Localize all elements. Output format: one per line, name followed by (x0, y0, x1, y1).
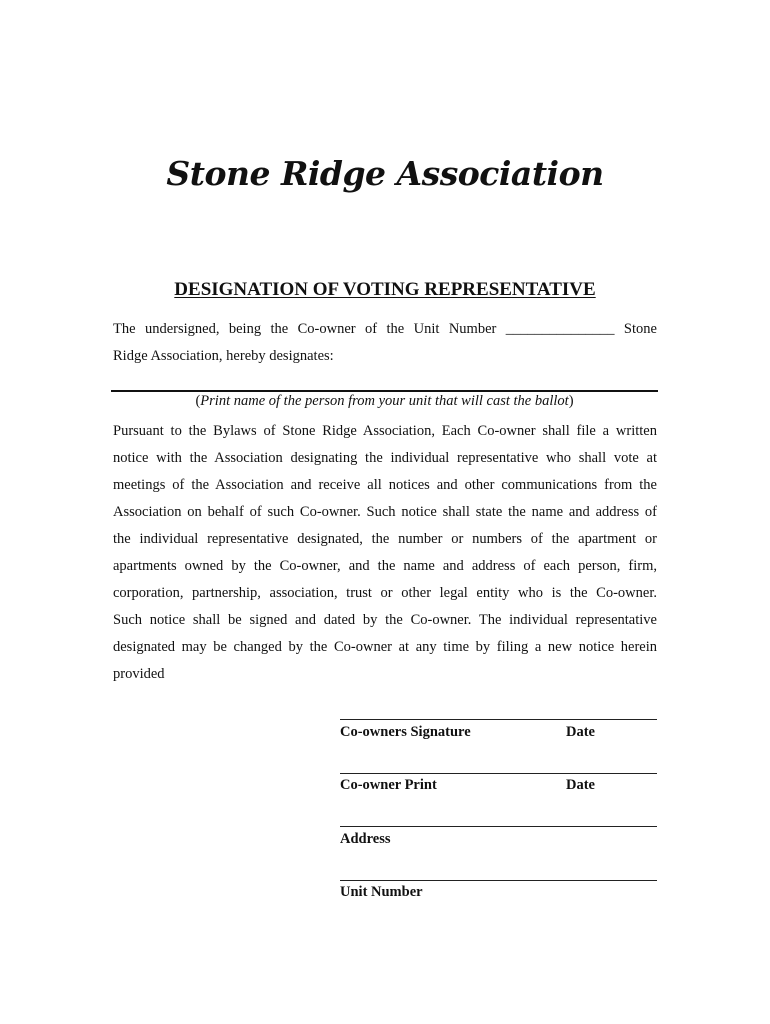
intro-word: undersigned, (144, 321, 220, 337)
intro-word: Number (448, 321, 497, 337)
paragraph-line: notice with the Association designating the individual representative who shall vote at (113, 450, 657, 466)
intro-word: Unit (413, 321, 440, 337)
association-title: Stone Ridge Association (166, 154, 604, 193)
intro-line-1 (113, 316, 657, 343)
paragraph-line: Association on behalf of such Co-owner. Such notice shall state the name and address of (113, 504, 657, 520)
intro-word: the (270, 321, 289, 337)
form-heading: DESIGNATION OF VOTING REPRESENTATIVE (174, 279, 596, 300)
paragraph-line: designated may be changed by the Co-owner at any time by filing a new notice herein (113, 639, 657, 655)
intro-word: The (113, 321, 136, 337)
intro-word: Co-owner (297, 321, 356, 337)
bylaws-paragraph (113, 418, 657, 688)
caption-text: Print name of the person from your unit that will cast the ballot (200, 393, 569, 409)
unit-number-label: Unit Number (340, 884, 423, 900)
address-label: Address (340, 831, 391, 847)
paragraph-line: Pursuant to the Bylaws of Stone Ridge Association, Each Co-owner shall file a written (113, 423, 657, 439)
intro-word: being (228, 321, 262, 337)
intro-paragraph (113, 316, 657, 370)
intro-word: of (365, 321, 378, 337)
signature-label: Co-owners Signature (340, 724, 471, 740)
print-date-label: Date (566, 777, 595, 793)
paragraph-line: provided (113, 666, 165, 682)
representative-caption (111, 393, 658, 410)
caption-open-paren: ( (195, 393, 201, 409)
address-line[interactable] (340, 826, 657, 827)
signature-date-label: Date (566, 724, 595, 740)
print-name-line[interactable] (340, 773, 657, 774)
unit-number-line[interactable] (340, 880, 657, 881)
paragraph-line: the individual representative designated, the number or numbers of the apartment or (113, 531, 657, 547)
paragraph-line: meetings of the Association and receive all notices and other communications from the (113, 477, 657, 493)
signature-line[interactable] (340, 719, 657, 720)
paragraph-line: apartments owned by the Co-owner, and the name and address of each person, firm, (113, 558, 657, 574)
print-name-label: Co-owner Print (340, 777, 437, 793)
representative-name-line[interactable] (111, 390, 658, 392)
caption-close-paren: ) (568, 393, 574, 409)
unit-number-blank[interactable]: _______________ (505, 321, 615, 337)
intro-line-2: Ridge Association, hereby designates: (113, 348, 334, 364)
intro-word: Stone (623, 321, 657, 337)
intro-word: the (386, 321, 405, 337)
paragraph-line: corporation, partnership, association, trust or other legal entity who is the Co-owner. (113, 585, 657, 601)
paragraph-line: Such notice shall be signed and dated by the Co-owner. The individual representative (113, 612, 657, 628)
